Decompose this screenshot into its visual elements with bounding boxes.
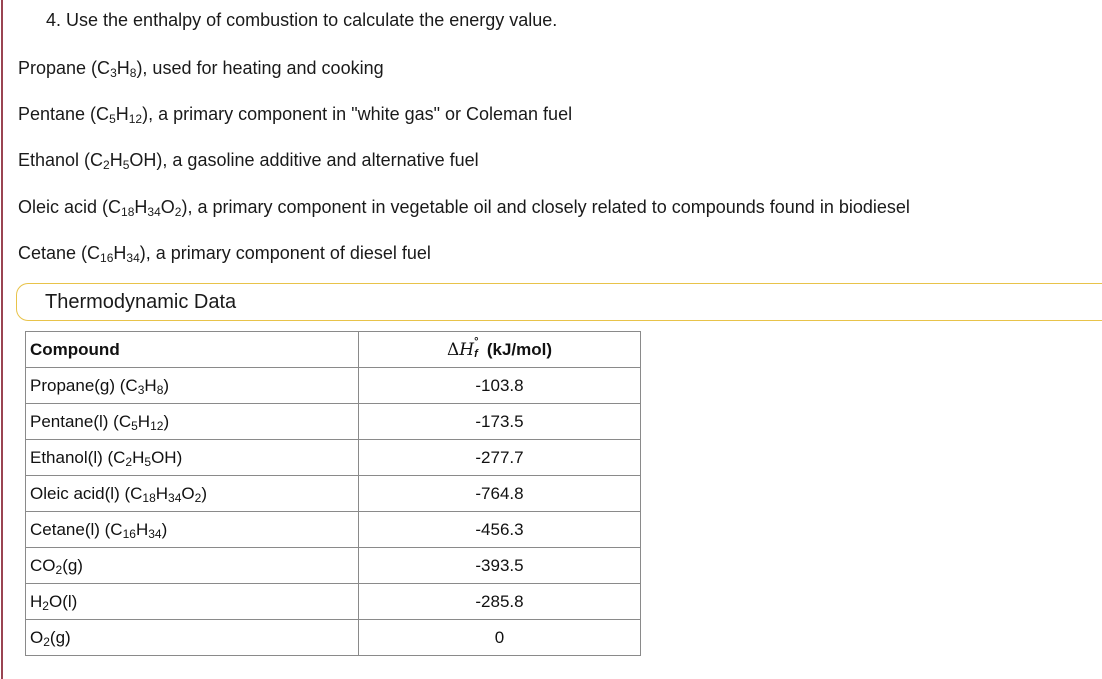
- table-row: [26, 368, 641, 404]
- table-row: [26, 512, 641, 548]
- table-row: [26, 440, 641, 476]
- compound-cell: $O_2(g)$: [26, 620, 359, 656]
- compound-cell: Oleic acid(l) $(C_{18}H_{34}O_2)$: [26, 476, 359, 512]
- enthalpy-value-cell: -173.5: [359, 404, 641, 440]
- compound-cell: $CO_2(g)$: [26, 548, 359, 584]
- fuel-cetane: Cetane $(C_{16}H_{34})$, a primary component of diesel fuel: [18, 243, 431, 265]
- table-body: [26, 368, 641, 656]
- enthalpy-value-cell: -285.8: [359, 584, 641, 620]
- enthalpy-value-cell: -277.7: [359, 440, 641, 476]
- thermodynamic-data-panel[interactable]: [16, 283, 1102, 321]
- table-header-row: [26, 332, 641, 368]
- delta-h-symbol: ΔH: [446, 339, 475, 360]
- left-margin-rule: [1, 0, 3, 679]
- header-units: (kJ/mol): [486, 339, 553, 359]
- enthalpy-value-cell: 0: [359, 620, 641, 656]
- table-row: [26, 584, 641, 620]
- enthalpy-value-cell: -764.8: [359, 476, 641, 512]
- question-text: 4. Use the enthalpy of combustion to calculate the energy value.: [46, 10, 558, 30]
- enthalpy-value-cell: -393.5: [359, 548, 641, 584]
- compound-cell: Ethanol(l) $(C_2H_5OH)$: [26, 440, 359, 476]
- table-row: [26, 548, 641, 584]
- header-enthalpy: [359, 332, 641, 368]
- fuel-pentane: Pentane $(C_5H_{12})$, a primary component in "white gas" or Coleman fuel: [18, 104, 573, 126]
- thermodynamic-table: [25, 331, 641, 656]
- table-row: [26, 476, 641, 512]
- compound-cell: $H_2O(l)$: [26, 584, 359, 620]
- thermodynamic-data-title: Thermodynamic Data: [45, 291, 237, 313]
- thermo-table-wrapper: [25, 331, 641, 656]
- compound-cell: Cetane(l) $(C_{16}H_{34})$: [26, 512, 359, 548]
- fuel-oleic-acid: Oleic acid $(C_{18}H_{34}O_2)$, a primary component in vegetable oil and closely related to compounds found in biodiesel: [18, 197, 910, 219]
- enthalpy-value-cell: -103.8: [359, 368, 641, 404]
- table-row: [26, 620, 641, 656]
- enthalpy-value-cell: -456.3: [359, 512, 641, 548]
- standard-formation-marker: ° f: [474, 335, 479, 360]
- compound-cell: Propane(g) $(C_3H_8)$: [26, 368, 359, 404]
- table-row: [26, 404, 641, 440]
- fuel-propane: Propane $(C_3H_8)$, used for heating and cooking: [18, 58, 384, 80]
- header-compound: Compound: [26, 332, 359, 368]
- compound-cell: Pentane(l) $(C_5H_{12})$: [26, 404, 359, 440]
- fuel-ethanol: Ethanol $(C_2H_5OH)$, a gasoline additive and alternative fuel: [18, 150, 479, 172]
